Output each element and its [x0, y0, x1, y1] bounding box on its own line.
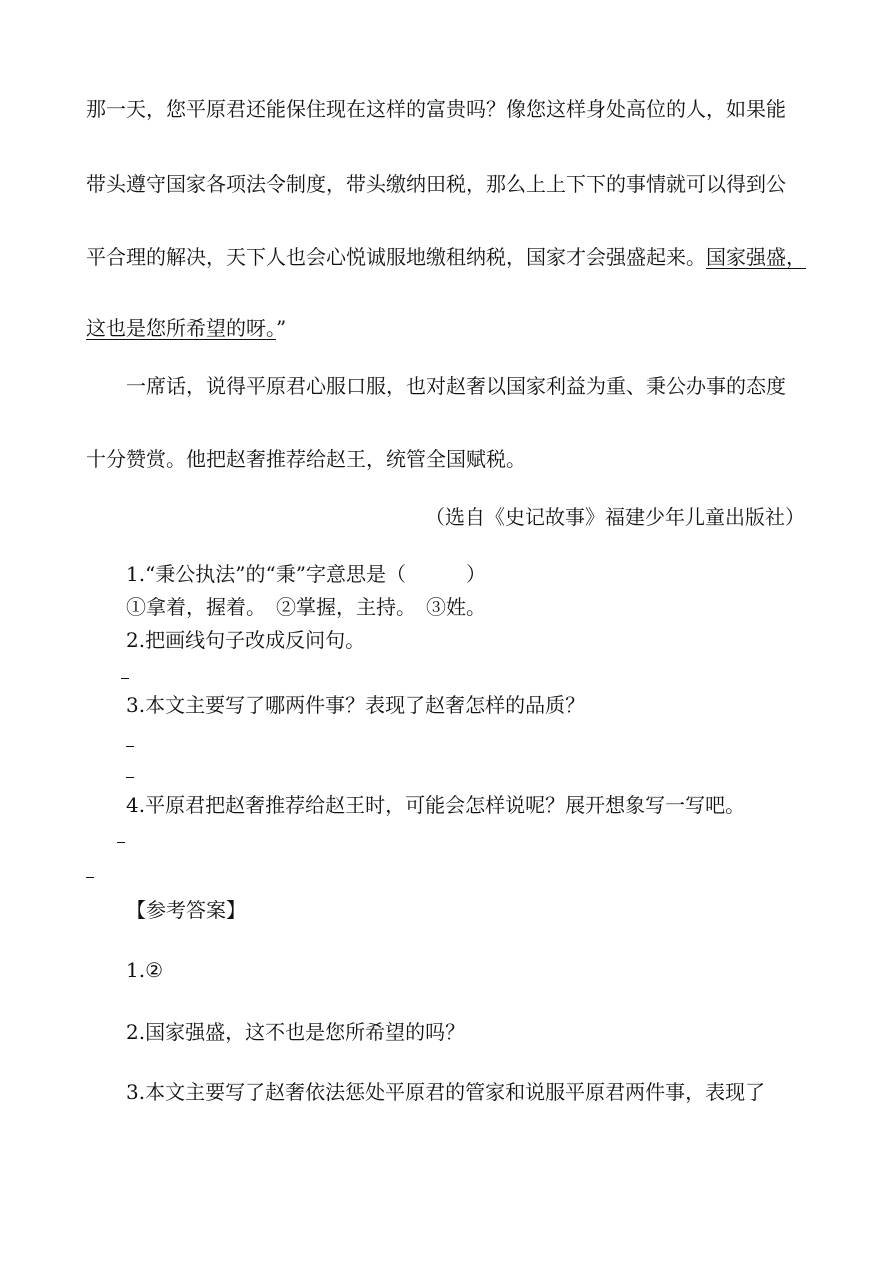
question-4: 4.平原君把赵奢推荐给赵王时，可能会怎样说呢？展开想象写一写吧。 [126, 793, 746, 817]
answer-2: 2.国家强盛，这不也是您所希望的吗？ [126, 1020, 466, 1044]
answers-heading: 【参考答案】 [126, 898, 246, 922]
answer-blank-q3-line-2[interactable] [126, 777, 134, 778]
story-line-5: 一席话，说得平原君心服口服，也对赵奢以国家利益为重、秉公办事的态度 [126, 374, 786, 398]
question-1-options: ①拿着，握着。 ②掌握，主持。 ③姓。 [126, 595, 486, 619]
story-line-1: 那一天，您平原君还能保住现在这样的富贵吗？像您这样身处高位的人，如果能 [86, 97, 786, 121]
source-citation: （选自《史记故事》福建少年儿童出版社） [425, 505, 805, 529]
closing-quote: ” [276, 316, 287, 340]
story-line-6: 十分赞赏。他把赵奢推荐给赵王，统管全国赋税。 [86, 447, 526, 471]
answer-blank-q3-line-1[interactable] [126, 746, 134, 747]
answer-3: 3.本文主要写了赵奢依法惩处平原君的管家和说服平原君两件事，表现了 [126, 1080, 766, 1104]
answer-blank-q4-line-1[interactable] [117, 842, 125, 843]
story-line-2: 带头遵守国家各项法令制度，带头缴纳田税，那么上上下下的事情就可以得到公 [86, 172, 786, 196]
answer-blank-q2[interactable] [121, 678, 129, 679]
story-line-3 [86, 245, 806, 269]
answer-1: 1.② [126, 958, 164, 982]
answer-blank-q4-line-2[interactable] [86, 877, 94, 878]
story-line-4 [86, 316, 286, 340]
underlined-sentence-part-2: 这也是您所希望的呀。 [86, 316, 276, 340]
underlined-sentence-part-1: 国家强盛， [706, 245, 806, 269]
question-3: 3.本文主要写了哪两件事？表现了赵奢怎样的品质？ [126, 693, 586, 717]
question-2: 2.把画线句子改成反问句。 [126, 628, 366, 652]
question-1: 1.“秉公执法”的“秉”字意思是（ ） [126, 562, 486, 586]
story-line-3-text: 平合理的解决，天下人也会心悦诚服地缴租纳税，国家才会强盛起来。 [86, 245, 706, 269]
